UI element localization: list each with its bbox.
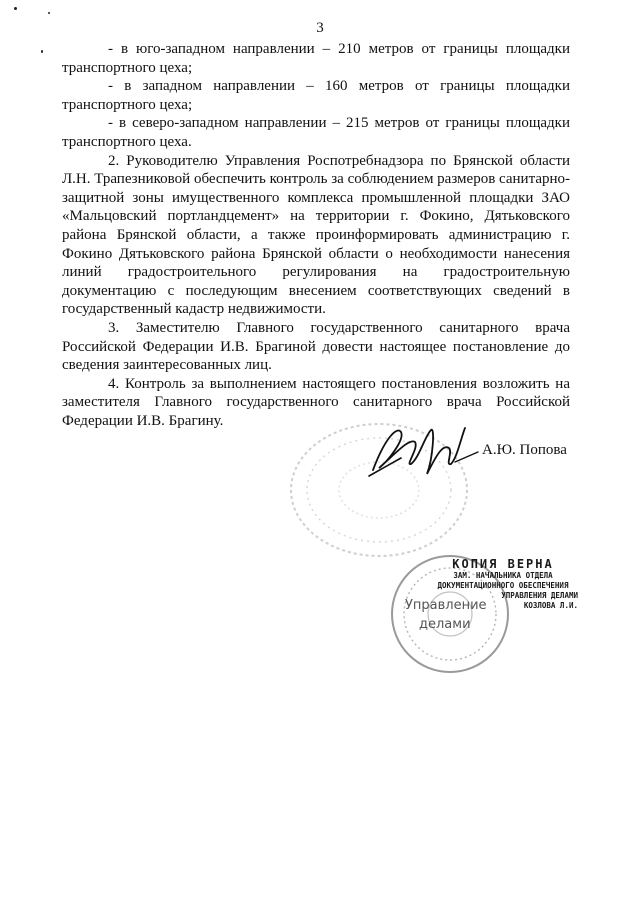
stamp-line-2: ДОКУМЕНТАЦИОННОГО ОБЕСПЕЧЕНИЯ: [437, 581, 569, 590]
scan-artifact: [14, 7, 17, 10]
stamp-handwritten-2: делами: [419, 617, 471, 632]
scan-artifact: [48, 12, 50, 14]
stamp-line-4: КОЗЛОВА Л.И.: [523, 601, 578, 610]
stamp-line-1: ЗАМ. НАЧАЛЬНИКА ОТДЕЛА: [453, 571, 553, 580]
paragraph-northwest: - в северо-западном направлении – 215 метров от границы площадки транспортного цеха.: [62, 115, 570, 150]
stamp-title: КОПИЯ ВЕРНА: [452, 557, 554, 571]
paragraph-item-2: 2. Руководителю Управления Роспотребнадзора по Брянской области Л.Н. Трапезниковой обеспечить контроль за соблюдением размеров санитарно-защитной зоны имущественного комплекса промышленной площадки ЗАО «Мальцовский портландцемент» на территории г. Фокино, Дятьковского района Брянской области, а также проинформировать администрацию г. Фокино Дятьковского района Брянской области о необходимости нанесения линий градостроительного регулирования на градостроительную документацию с последующим внесением соответствующих сведений в государственный кадастр недвижимости.: [62, 152, 571, 318]
document-body: [62, 40, 570, 430]
stamp-handwritten-1: Управление: [405, 598, 487, 613]
paragraph-west: - в западном направлении – 160 метров от границы площадки транспортного цеха;: [62, 78, 570, 113]
scan-artifact: [41, 50, 43, 53]
signatory-name: А.Ю. Попова: [482, 442, 567, 458]
stamp-line-3: УПРАВЛЕНИЯ ДЕЛАМИ: [501, 591, 578, 600]
stamp-handwritten: [405, 596, 487, 634]
signature-icon: [365, 418, 480, 483]
paragraph-southwest: - в юго-западном направлении – 210 метров от границы площадки транспортного цеха;: [62, 41, 570, 76]
paragraph-item-4: 4. Контроль за выполнением настоящего постановления возложить на заместителя Главного государственного санитарного врача Российской Федерации И.В. Брагину.: [62, 375, 570, 429]
page-number: 3: [316, 20, 324, 36]
paragraph-item-3: 3. Заместителю Главного государственного санитарного врача Российской Федерации И.В. Брагиной довести настоящее постановление до сведения заинтересованных лиц.: [62, 319, 570, 374]
